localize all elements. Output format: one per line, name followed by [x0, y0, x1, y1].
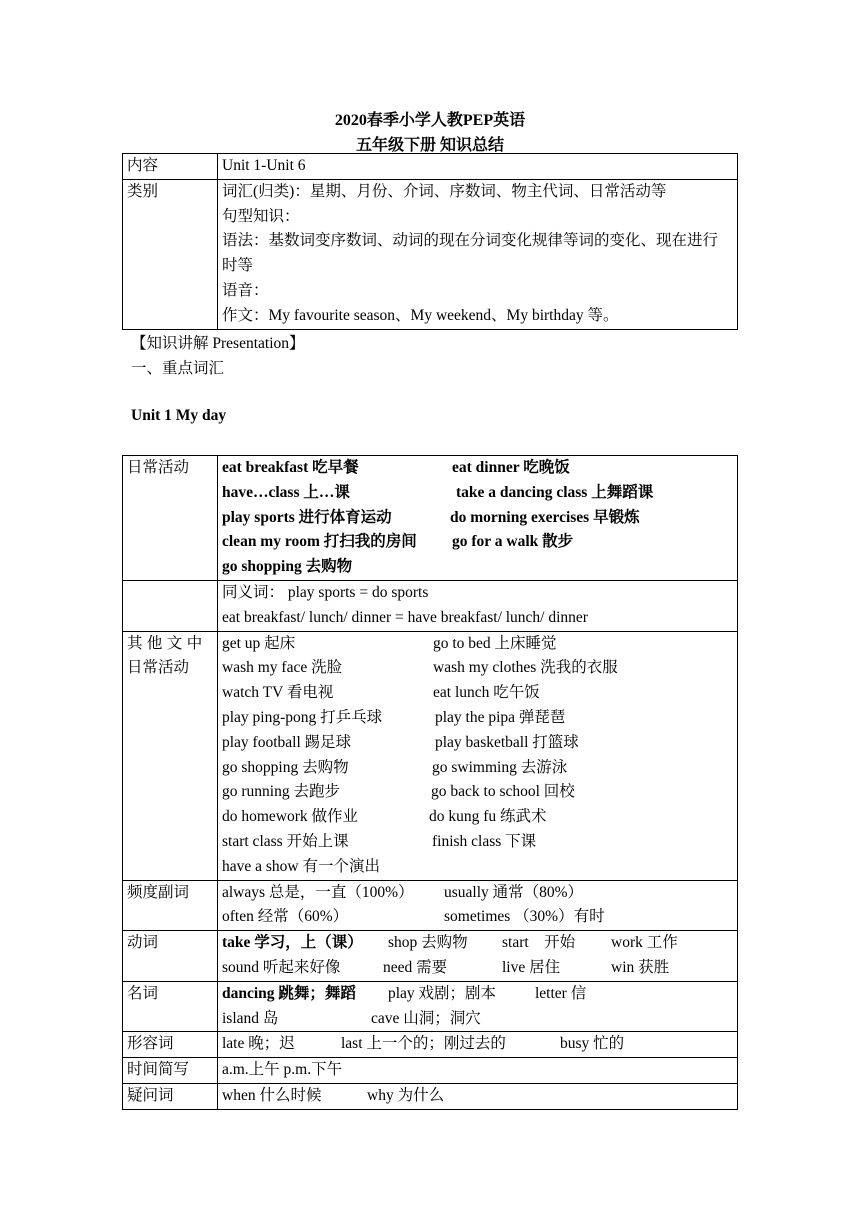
row-label: 类别: [123, 179, 218, 329]
vocab-item: win 获胜: [611, 958, 670, 976]
vocab-item: why 为什么: [367, 1086, 445, 1104]
verb-cell: [218, 931, 738, 982]
synonym-line: 同义词： play sports = do sports: [222, 583, 429, 601]
vocab-line: [222, 681, 733, 706]
vocab-item: live 居住: [502, 958, 561, 976]
vocab-item: do homework 做作业: [222, 808, 359, 826]
vocab-line: a.m.上午 p.m.下午: [222, 1061, 343, 1079]
vocab-line: [222, 830, 733, 855]
vocab-item: do kung fu 练武术: [429, 808, 547, 826]
category-line: 作文：My favourite season、My weekend、My birthday 等。: [222, 306, 619, 324]
vocab-item: last 上一个的；刚过去的: [341, 1035, 506, 1053]
section-heading: 【知识讲解 Presentation】: [131, 335, 305, 352]
vocab-item: busy 忙的: [560, 1035, 625, 1053]
document-title: 2020春季小学人教PEP英语: [334, 112, 526, 129]
vocab-line: [222, 956, 733, 981]
vocab-item: have…class 上…课: [222, 483, 350, 501]
vocab-item: start 开始: [502, 934, 576, 952]
document-subtitle: 五年级下册 知识总结: [355, 137, 504, 154]
vocab-item: go shopping 去购物: [222, 558, 353, 576]
vocab-item: start class 开始上课: [222, 832, 349, 850]
time-abbrev-cell: [218, 1058, 738, 1084]
table-row: [123, 580, 738, 631]
vocab-item: late 晚；迟: [222, 1035, 295, 1053]
vocab-item: go running 去跑步: [222, 783, 340, 801]
vocab-line: [222, 780, 733, 805]
vocab-item: play basketball 打篮球: [435, 733, 579, 751]
category-cell: [218, 179, 738, 329]
table-row: [123, 1032, 738, 1058]
vocab-line: [222, 881, 733, 906]
vocab-item: clean my room 打扫我的房间: [222, 533, 417, 551]
vocab-item: take 学习，上（课）: [222, 934, 363, 952]
row-label: 频度副词: [123, 880, 218, 931]
vocab-line: [222, 555, 733, 580]
vocab-item: have a show 有一个演出: [222, 857, 380, 875]
vocab-line: [222, 632, 733, 657]
vocab-line: [222, 456, 733, 481]
vocab-item: work 工作: [611, 934, 678, 952]
vocab-table: [122, 455, 738, 1110]
row-label: 日常活动: [123, 456, 218, 581]
vocab-item: eat lunch 吃午饭: [433, 684, 540, 702]
frequency-cell: [218, 880, 738, 931]
table-row: [123, 880, 738, 931]
vocab-item: letter 信: [535, 984, 587, 1002]
vocab-item: often 经常（60%）: [222, 908, 349, 926]
vocab-item: island 岛: [222, 1009, 279, 1027]
vocab-item: watch TV 看电视: [222, 684, 334, 702]
vocab-item: shop 去购物: [388, 934, 468, 952]
table-row: [123, 456, 738, 581]
vocab-item: finish class 下课: [432, 832, 537, 850]
table-row: [123, 931, 738, 982]
vocab-item: play football 踢足球: [222, 733, 352, 751]
vocab-line: [222, 855, 733, 880]
vocab-line: [222, 481, 733, 506]
unit-title: Unit 1 My day: [131, 407, 227, 424]
row-label: 时间简写: [123, 1058, 218, 1084]
table-row: [123, 179, 738, 329]
vocab-line: [222, 1084, 733, 1109]
synonym-line: eat breakfast/ lunch/ dinner = have breakfast/ lunch/ dinner: [222, 608, 588, 626]
vocab-item: play 戏剧；剧本: [388, 984, 497, 1002]
vocab-item: wash my clothes 洗我的衣服: [433, 659, 618, 677]
vocab-item: dancing 跳舞；舞蹈: [222, 984, 356, 1002]
question-words-cell: [218, 1083, 738, 1109]
vocab-item: go for a walk 散步: [452, 533, 574, 551]
table-row: [123, 1058, 738, 1084]
vocab-item: get up 起床: [222, 634, 296, 652]
vocab-item: sometimes （30%）有时: [444, 908, 605, 926]
row-label: [123, 631, 218, 880]
vocab-line: [222, 530, 733, 555]
row-label: 形容词: [123, 1032, 218, 1058]
vocab-line: [222, 731, 733, 756]
table-row: [123, 631, 738, 880]
daily-activities-cell: [218, 456, 738, 581]
vocab-line: [222, 1032, 733, 1057]
table-row: [123, 1083, 738, 1109]
vocab-item: eat breakfast 吃早餐: [222, 459, 359, 476]
overview-table: [122, 153, 738, 330]
vocab-line: [222, 982, 733, 1007]
vocab-item: play ping-pong 打乒乓球: [222, 708, 383, 726]
vocab-item: go back to school 回校: [431, 783, 575, 801]
vocab-item: always 总是，一直（100%）: [222, 883, 414, 901]
vocab-item: take a dancing class 上舞蹈课: [456, 483, 654, 501]
vocab-item: play sports 进行体育运动: [222, 508, 392, 526]
row-value: Unit 1-Unit 6: [218, 154, 738, 180]
vocab-item: go shopping 去购物: [222, 758, 349, 776]
row-label: 动词: [123, 931, 218, 982]
category-line: 语法：基数词变序数词、动词的现在分词变化规律等词的变化、现在进行时等: [222, 232, 719, 275]
section-subheading: 一、重点词汇: [131, 360, 225, 377]
vocab-line: [222, 706, 733, 731]
row-label: 名词: [123, 981, 218, 1032]
table-row: [123, 154, 738, 180]
other-activities-cell: [218, 631, 738, 880]
vocab-item: cave 山洞；洞穴: [371, 1009, 481, 1027]
category-line: 词汇(归类)：星期、月份、介词、序数词、物主代词、日常活动等: [222, 182, 667, 200]
vocab-item: go swimming 去游泳: [432, 758, 568, 776]
vocab-item: do morning exercises 早锻炼: [450, 508, 640, 526]
vocab-line: [222, 656, 733, 681]
vocab-line: [222, 905, 733, 930]
vocab-item: eat dinner 吃晚饭: [452, 459, 570, 476]
vocab-item: need 需要: [383, 958, 448, 976]
table-row: [123, 981, 738, 1032]
vocab-line: [222, 1007, 733, 1032]
vocab-item: sound 听起来好像: [222, 958, 341, 976]
vocab-item: play the pipa 弹琵琶: [435, 708, 566, 726]
vocab-item: wash my face 洗脸: [222, 659, 343, 677]
category-line: 语音：: [222, 281, 269, 299]
vocab-line: [222, 805, 733, 830]
row-label-line: 其他文中: [127, 634, 207, 652]
vocab-item: usually 通常（80%）: [444, 883, 584, 901]
row-label: 内容: [123, 154, 218, 180]
vocab-line: [222, 506, 733, 531]
row-label: 疑问词: [123, 1083, 218, 1109]
category-line: 句型知识：: [222, 207, 300, 225]
row-label: [123, 580, 218, 631]
vocab-item: go to bed 上床睡觉: [433, 634, 557, 652]
noun-cell: [218, 981, 738, 1032]
row-label-line: 日常活动: [127, 659, 190, 677]
vocab-line: [222, 931, 733, 956]
vocab-line: [222, 756, 733, 781]
vocab-item: when 什么时候: [222, 1086, 322, 1104]
adjective-cell: [218, 1032, 738, 1058]
synonym-cell: [218, 580, 738, 631]
